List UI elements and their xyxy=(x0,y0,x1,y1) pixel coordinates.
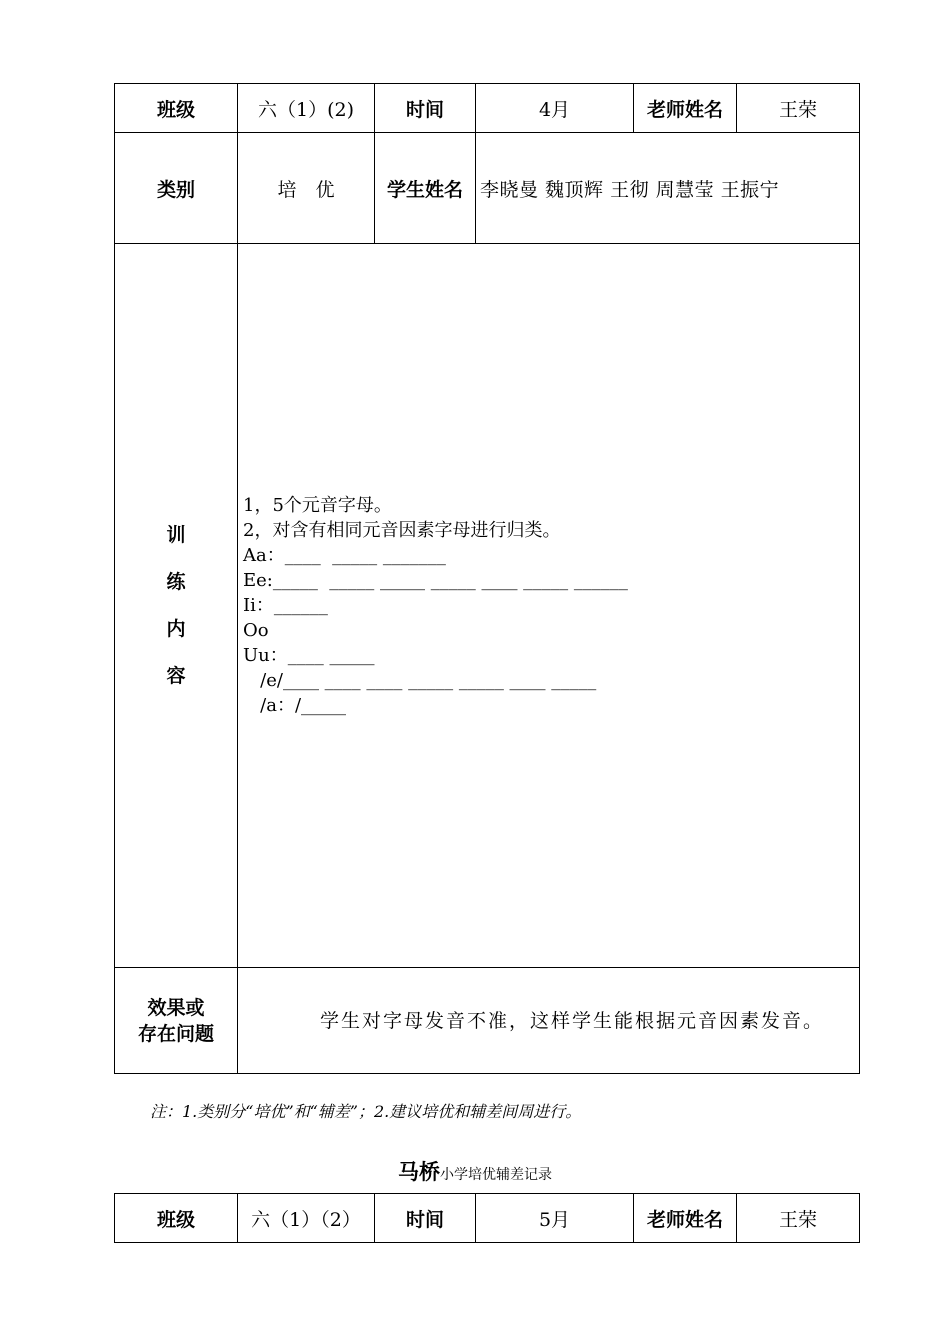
effect-content xyxy=(238,968,860,1074)
training-label-char: 训 xyxy=(166,523,186,546)
training-label xyxy=(115,244,238,968)
training-line: Oo xyxy=(243,620,269,641)
training-line: 1，5个元音字母。 xyxy=(243,495,392,516)
training-line: Aa：____ _____ _______ xyxy=(243,545,446,566)
footnote: 注：1.类别分“培优”和“辅差”；2.建议培优和辅差间周进行。 xyxy=(150,1102,582,1121)
training-content xyxy=(238,244,860,968)
teacher-label: 老师姓名 xyxy=(634,84,737,133)
training-line: 2，对含有相同元音因素字母进行归类。 xyxy=(243,520,561,541)
category-label: 类别 xyxy=(115,133,238,244)
students-value: 李晓曼 魏顶辉 王彻 周慧莹 王振宁 xyxy=(476,133,860,244)
time-label: 时间 xyxy=(375,84,476,133)
time-value: 4月 xyxy=(476,84,634,133)
training-line: Uu：____ _____ xyxy=(243,645,375,666)
training-line: Ii：______ xyxy=(243,595,328,616)
effect-label xyxy=(115,968,238,1074)
training-label-char: 内 xyxy=(166,617,186,640)
teacher-label: 老师姓名 xyxy=(634,1194,737,1243)
teacher-value: 王荣 xyxy=(737,1194,860,1243)
class-label: 班级 xyxy=(115,84,238,133)
time-label: 时间 xyxy=(375,1194,476,1243)
training-label-char: 容 xyxy=(166,664,186,687)
training-row xyxy=(115,244,860,968)
class-label: 班级 xyxy=(115,1194,238,1243)
class-value: 六（1）（2） xyxy=(238,1194,375,1243)
record-table-april xyxy=(114,83,860,1074)
header-row xyxy=(115,84,860,133)
record-table-may xyxy=(114,1193,860,1243)
teacher-value: 王荣 xyxy=(737,84,860,133)
time-value: 5月 xyxy=(476,1194,634,1243)
header-row xyxy=(115,1194,860,1243)
effect-label-line: 效果或 xyxy=(147,996,205,1019)
effect-text: 学生对字母发音不准，这样学生能根据元音因素发音。 xyxy=(320,1009,825,1032)
training-line: /a：/_____ xyxy=(243,695,347,716)
training-line: /e/____ ____ ____ _____ _____ ____ _____ xyxy=(243,670,597,691)
class-value: 六（1）(2) xyxy=(238,84,375,133)
effect-label-line: 存在问题 xyxy=(137,1022,214,1045)
record-title: 小学培优辅差记录 xyxy=(440,1167,552,1183)
students-label: 学生姓名 xyxy=(375,133,476,244)
category-value: 培 优 xyxy=(238,133,375,244)
school-name: 马桥 xyxy=(398,1160,440,1184)
effect-row xyxy=(115,968,860,1074)
page-heading xyxy=(0,1156,950,1186)
category-row xyxy=(115,133,860,244)
training-line: Ee:_____ _____ _____ _____ ____ _____ ______ xyxy=(243,570,628,591)
training-label-char: 练 xyxy=(166,570,186,593)
